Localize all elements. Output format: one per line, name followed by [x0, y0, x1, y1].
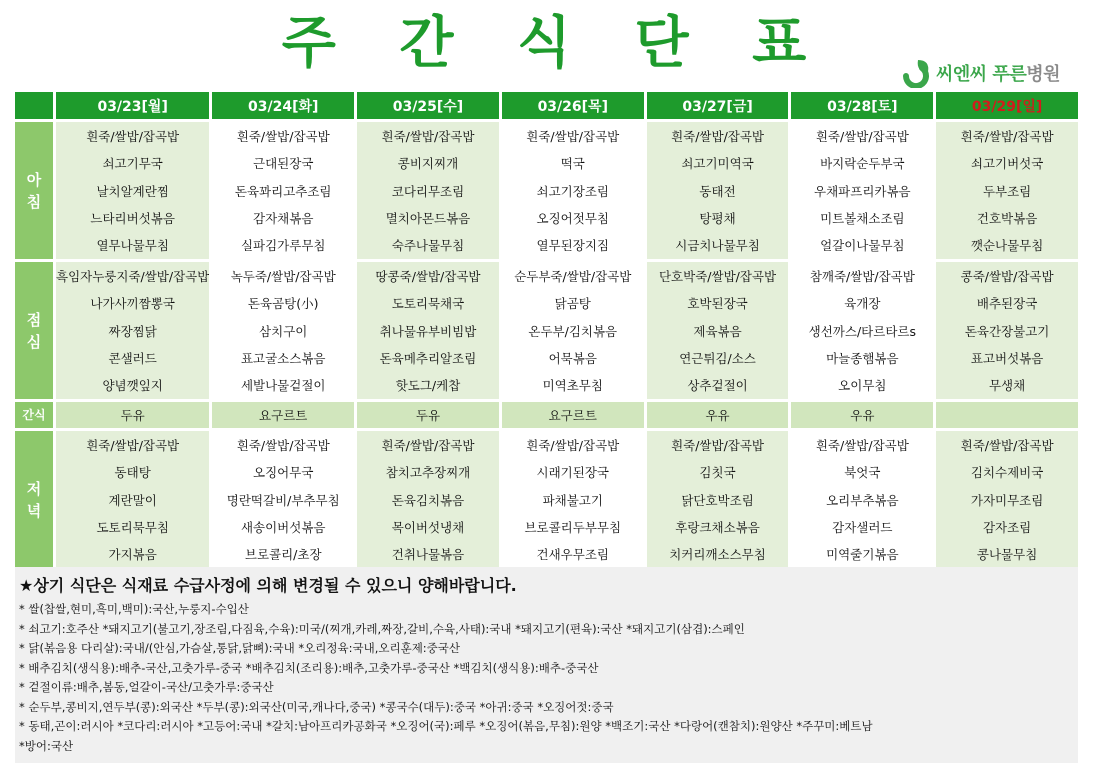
- menu-item: 오징어무국: [253, 465, 314, 481]
- menu-item: 오리부추볶음: [826, 492, 899, 508]
- meal-day-cell: [647, 262, 789, 399]
- snack-cell: 두유: [56, 402, 209, 428]
- meal-day-cell: [791, 122, 933, 259]
- origin-note: * 배추김치(생식용):배추-국산,고춧가루-중국 *배추김치(조리용):배추,고춧가루-중국산 *백김치(생식용):배추-중국산: [19, 660, 599, 675]
- menu-item: 쇠고기미역국: [681, 156, 754, 172]
- menu-item: 흰죽/쌀밥/잡곡밥: [236, 128, 330, 144]
- menu-item: 근대된장국: [253, 156, 314, 172]
- menu-item: 돈육김치볶음: [391, 492, 465, 508]
- menu-item: 쇠고기장조림: [536, 183, 609, 199]
- menu-item: 호박된장국: [687, 296, 748, 312]
- meal-label-text: 저: [26, 479, 42, 498]
- menu-item: 감자샐러드: [832, 519, 893, 535]
- menu-item: 오징어젓무침: [536, 210, 609, 226]
- menu-item: 탕평채: [699, 210, 736, 226]
- menu-item: 흑임자누룽지죽/쌀밥/잡곡밥: [56, 268, 210, 284]
- menu-item: 돈육곰탕(小): [247, 296, 319, 312]
- menu-item: 세발나물겉절이: [240, 378, 326, 394]
- menu-item: 마늘종햄볶음: [826, 350, 899, 366]
- menu-item: 어묵볶음: [548, 350, 597, 366]
- menu-item: 온두부/김치볶음: [528, 323, 618, 339]
- menu-item: 미역초무침: [542, 378, 603, 394]
- meal-day-cell: [357, 431, 499, 568]
- day-header: 03/29[일]: [936, 92, 1078, 119]
- menu-item: 육개장: [844, 296, 881, 312]
- menu-item: 새송이버섯볶음: [240, 519, 326, 535]
- menu-item: 상추겉절이: [687, 378, 748, 394]
- menu-item: 표고굴소스볶음: [240, 350, 326, 366]
- menu-item: 콩나물무침: [976, 547, 1038, 563]
- meal-day-cell: [357, 262, 499, 399]
- menu-item: 바지락순두부국: [820, 156, 905, 172]
- menu-item: 느타리버섯볶음: [90, 210, 175, 226]
- origin-note: *방어:국산: [19, 738, 74, 753]
- meal-day-cell: [502, 431, 644, 568]
- notice-headline: ★상기 식단은 식재료 수급사정에 의해 변경될 수 있으니 양해바랍니다.: [19, 576, 517, 595]
- menu-item: 쇠고기버섯국: [970, 156, 1044, 172]
- meal-day-cell: [56, 262, 209, 399]
- meal-day-cell: [56, 431, 209, 568]
- meal-day-cell: [212, 431, 354, 568]
- menu-item: 콩비지찌개: [397, 156, 459, 172]
- meal-day-cell: [647, 431, 789, 568]
- menu-item: 흰죽/쌀밥/잡곡밥: [815, 128, 909, 144]
- menu-item: 브로콜리두부무침: [524, 519, 622, 535]
- menu-item: 얼갈이나물무침: [820, 238, 905, 254]
- menu-item: 날치알계란찜: [96, 183, 169, 199]
- meal-day-cell: [936, 122, 1078, 259]
- origin-note: * 동태,곤이:러시아 *코다리:러시아 *고등어:국내 *갈치:남아프리카공화국 *오징어(국):페루 *오징어(볶음,무침):원양 *백조기:국산 *다랑어(캔참치):원양산 *주꾸미:베트남: [19, 719, 873, 733]
- snack-cell: 우유: [791, 402, 933, 428]
- day-header: 03/23[월]: [56, 92, 209, 119]
- meal-day-cell: [936, 262, 1078, 399]
- menu-item: 김칫국: [699, 465, 736, 481]
- menu-item: 미역줄기볶음: [826, 547, 899, 563]
- menu-item: 배추된장국: [976, 296, 1038, 312]
- snack-cell: [936, 402, 1078, 428]
- menu-item: 녹두죽/쌀밥/잡곡밥: [230, 268, 336, 284]
- menu-item: 열무된장지짐: [536, 238, 609, 254]
- menu-item: 콘샐러드: [108, 350, 157, 366]
- menu-item: 단호박죽/쌀밥/잡곡밥: [658, 268, 777, 284]
- meal-label-text: 침: [26, 192, 42, 211]
- menu-item: 콩죽/쌀밥/잡곡밥: [960, 268, 1054, 284]
- meal-label-text: 간식: [22, 408, 46, 422]
- day-header: 03/25[수]: [357, 92, 499, 119]
- menu-item: 파채불고기: [542, 492, 603, 508]
- origin-note: * 쌀(찹쌀,현미,흑미,백미):국산,누룽지-수입산: [19, 602, 249, 616]
- origin-note: * 쇠고기:호주산 *돼지고기(불고기,장조림,다짐육,수육):미국/(찌개,카레,짜장,갈비,수육,사태):국내 *돼지고기(편육):국산 *돼지고기(삼겹):스페인: [19, 621, 745, 636]
- meal-label: [15, 122, 53, 259]
- menu-item: 표고버섯볶음: [970, 350, 1044, 366]
- meal-label-text: 심: [26, 332, 42, 351]
- menu-item: 참치고추장찌개: [385, 465, 471, 481]
- meal-day-cell: [791, 262, 933, 399]
- meal-label-text: 녁: [26, 501, 42, 520]
- snack-cell: 요구르트: [502, 402, 644, 428]
- day-header: 03/28[토]: [791, 92, 933, 119]
- menu-item: 돈육꽈리고추조림: [234, 183, 332, 199]
- menu-item: 시금치나물무침: [675, 238, 760, 254]
- menu-item: 흰죽/쌀밥/잡곡밥: [236, 437, 330, 453]
- menu-item: 흰죽/쌀밥/잡곡밥: [86, 437, 180, 453]
- menu-item: 숙주나물무침: [391, 238, 465, 254]
- menu-item: 흰죽/쌀밥/잡곡밥: [960, 128, 1054, 144]
- menu-item: 계란말이: [108, 492, 157, 508]
- meal-day-cell: [56, 122, 209, 259]
- menu-item: 열무나물무침: [96, 238, 169, 254]
- menu-item: 가자미무조림: [970, 492, 1044, 508]
- menu-item: 흰죽/쌀밥/잡곡밥: [815, 437, 909, 453]
- menu-item: 돈육메추리알조림: [379, 350, 477, 366]
- menu-item: 동태전: [699, 183, 736, 199]
- menu-item: 치커리깨소스무침: [669, 547, 766, 563]
- menu-item: 흰죽/쌀밥/잡곡밥: [960, 437, 1054, 453]
- menu-item: 멸치아몬드볶음: [385, 210, 471, 226]
- menu-item: 도토리묵무침: [96, 519, 169, 535]
- menu-item: 흰죽/쌀밥/잡곡밥: [671, 128, 765, 144]
- meal-day-cell: [212, 262, 354, 399]
- menu-item: 도토리묵채국: [391, 296, 465, 312]
- menu-item: 코다리무조림: [391, 183, 465, 199]
- menu-item: 깻순나물무침: [970, 238, 1044, 254]
- meal-day-cell: [791, 431, 933, 568]
- menu-item: 건호박볶음: [976, 210, 1038, 226]
- hospital-logo: [900, 58, 1060, 88]
- meal-day-cell: [212, 122, 354, 259]
- logo-main: 씨엔씨 푸른: [936, 64, 1027, 85]
- menu-item: 취나물유부비빔밥: [379, 323, 477, 339]
- menu-item: 미트볼채소조림: [820, 210, 905, 226]
- menu-item: 돈육간장불고기: [964, 323, 1050, 339]
- meal-day-cell: [357, 122, 499, 259]
- menu-item: 오이무침: [838, 378, 887, 394]
- day-header: 03/27[금]: [647, 92, 789, 119]
- menu-item: 제육볶음: [693, 323, 742, 339]
- meal-day-cell: [502, 122, 644, 259]
- table-corner: [15, 92, 53, 119]
- origin-note: * 닭(볶음용 다리살):국내/(안심,가슴살,통닭,닭뼈):국내 *오리정육:국내,오리훈제:중국산: [19, 641, 461, 655]
- menu-item: 참깨죽/쌀밥/잡곡밥: [809, 268, 915, 284]
- meal-label: [15, 262, 53, 399]
- menu-item: 흰죽/쌀밥/잡곡밥: [86, 128, 180, 144]
- menu-item: 실파김가루무침: [240, 238, 326, 254]
- menu-item: 감자조림: [982, 519, 1032, 535]
- menu-item: 연근튀김/소스: [679, 350, 756, 366]
- menu-item: 무생채: [988, 378, 1026, 394]
- menu-item: 닭단호박조림: [681, 492, 754, 508]
- menu-item: 목이버섯냉채: [391, 519, 465, 535]
- menu-item: 나가사끼짬뽕국: [90, 296, 175, 312]
- menu-item: 두부조림: [982, 183, 1032, 199]
- meal-day-cell: [647, 122, 789, 259]
- menu-item: 짜장찜닭: [108, 323, 157, 339]
- menu-item: 핫도그/케찹: [395, 378, 461, 394]
- snack-cell: 요구르트: [212, 402, 354, 428]
- menu-item: 가지볶음: [108, 547, 157, 563]
- logo-text: [936, 60, 1060, 86]
- leaf-logo-icon: [900, 58, 934, 88]
- origin-list: [15, 600, 1078, 756]
- menu-item: 시래기된장국: [536, 465, 609, 481]
- menu-item: 흰죽/쌀밥/잡곡밥: [526, 128, 620, 144]
- origin-notes: [15, 567, 1078, 763]
- menu-item: 우채파프리카볶음: [814, 183, 911, 199]
- snack-cell: 우유: [647, 402, 789, 428]
- meal-day-cell: [502, 262, 644, 399]
- menu-item: 동태탕: [114, 465, 151, 481]
- snack-cell: 두유: [357, 402, 499, 428]
- menu-item: 양념깻잎지: [102, 378, 163, 394]
- meal-label-text: 점: [26, 310, 42, 329]
- day-header: 03/24[화]: [212, 92, 354, 119]
- page-title: 주 간 식 단 표: [281, 11, 829, 76]
- menu-item: 건취나물볶음: [391, 547, 465, 563]
- menu-item: 떡국: [560, 156, 585, 172]
- menu-item: 북엇국: [844, 465, 881, 481]
- menu-item: 건새우무조림: [536, 547, 609, 563]
- meal-day-cell: [936, 431, 1078, 568]
- menu-item: 브로콜리/초장: [244, 547, 322, 563]
- menu-item: 후랑크채소볶음: [675, 519, 760, 535]
- meal-label: [15, 431, 53, 568]
- menu-item: 감자채볶음: [253, 210, 314, 226]
- menu-item: 흰죽/쌀밥/잡곡밥: [381, 437, 475, 453]
- menu-item: 흰죽/쌀밥/잡곡밥: [671, 437, 765, 453]
- menu-item: 생선까스/타르타르s: [808, 323, 916, 339]
- origin-note: * 순두부,콩비지,연두부(콩):외국산 *두부(콩):외국산(미국,캐나다,중국) *콩국수(대두):중국 *아귀:중국 *오징어젓:중국: [19, 699, 614, 714]
- menu-item: 쇠고기무국: [102, 156, 163, 172]
- menu-item: 김치수제비국: [970, 465, 1044, 481]
- menu-item: 명란떡갈비/부추무침: [226, 492, 340, 508]
- menu-item: 흰죽/쌀밥/잡곡밥: [381, 128, 475, 144]
- origin-note: * 겉절이류:배추,봄동,얼갈이-국산/고춧가루:중국산: [19, 680, 274, 694]
- meal-label: [15, 402, 53, 428]
- day-header: 03/26[목]: [502, 92, 644, 119]
- menu-item: 순두부죽/쌀밥/잡곡밥: [514, 268, 632, 284]
- menu-item: 흰죽/쌀밥/잡곡밥: [526, 437, 620, 453]
- menu-item: 땅콩죽/쌀밥/잡곡밥: [375, 268, 481, 284]
- logo-sub: 병원: [1026, 64, 1060, 85]
- meal-label-text: 아: [26, 170, 42, 189]
- menu-item: 닭곰탕: [554, 296, 591, 312]
- menu-item: 삼치구이: [259, 323, 308, 339]
- weekly-menu-table: [15, 92, 1078, 564]
